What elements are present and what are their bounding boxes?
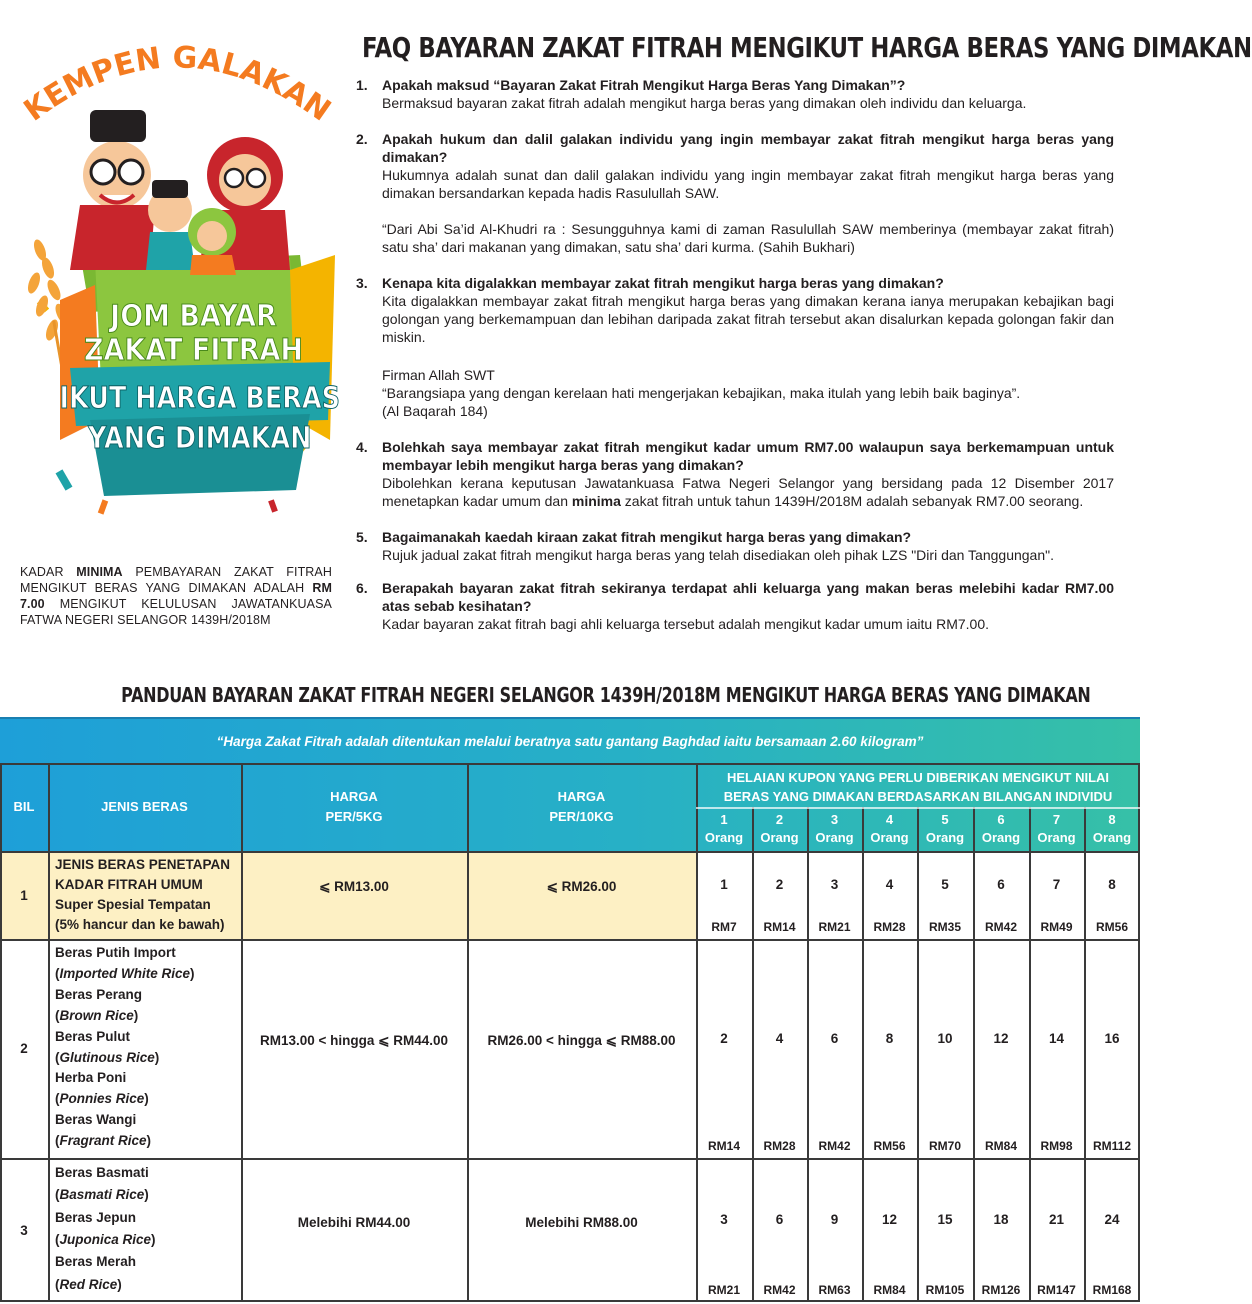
coupon-amount: RM147 (1037, 1283, 1076, 1297)
grid-hline (0, 1300, 1140, 1302)
header-orang-1 (696, 807, 752, 851)
coupon-amount: RM7 (711, 920, 737, 934)
coupon-amount: RM35 (928, 920, 961, 934)
rice-type-english: (Basmati Rice) (55, 1187, 149, 1203)
rice-type (55, 855, 239, 935)
rice-type-english: (Glutinous Rice) (55, 1049, 160, 1065)
faq-number: 3. (356, 275, 368, 291)
coupon-amount: RM21 (818, 920, 851, 934)
rice-type-name: Beras Jepun (55, 1209, 137, 1225)
orang-count: 7 (1052, 812, 1061, 827)
faq-question: Kenapa kita digalakkan membayar zakat fitrah mengikut harga beras yang dimakan? (382, 275, 944, 291)
coupon-amount: RM84 (984, 1139, 1017, 1153)
faq-question: Apakah hukum dan dalil galakan individu yang ingin membayar zakat fitrah mengikut harga beras yang dimakan? (382, 131, 1114, 165)
rice-type-name: KADAR FITRAH UMUM (55, 877, 203, 892)
faq-question: Berapakah bayaran zakat fitrah sekiranya terdapat ahli keluarga yang makan beras melebihi kadar RM7.00 atas sebab kesihatan? (382, 580, 1114, 614)
price-5kg: Melebihi RM44.00 (297, 1214, 411, 1230)
rice-type-english: (Brown Rice) (55, 1007, 139, 1023)
coupon-count: 4 (775, 1030, 784, 1046)
coupon-count: 12 (881, 1212, 898, 1227)
coupon-count: 1 (720, 877, 728, 892)
faq-number: 4. (356, 439, 368, 455)
orang-count: 6 (997, 812, 1005, 827)
header-harga-10kg: HARGA PER/10KG (549, 789, 614, 824)
coupon-amount: RM28 (763, 1139, 796, 1153)
coupon-amount: RM14 (707, 1139, 740, 1153)
coupon-count: 6 (997, 877, 1005, 892)
faq-question: Apakah maksud “Bayaran Zakat Fitrah Mengikut Harga Beras Yang Dimakan”? (382, 77, 906, 93)
campaign-line-4: YANG DIMAKAN (88, 419, 312, 456)
header-orang-7 (1029, 807, 1084, 851)
family-illustration (70, 110, 290, 275)
price-10kg: RM26.00 < hingga ⩽ RM88.00 (487, 1032, 676, 1048)
row-bil: 2 (20, 1041, 28, 1056)
orang-count: 2 (775, 812, 784, 827)
rice-type-name: Beras Merah (55, 1254, 137, 1270)
rice-type-name: Beras Wangi (55, 1112, 137, 1128)
coupon-count: 8 (1108, 877, 1116, 892)
faq-item (356, 528, 1114, 564)
price-10kg: ⩽ RM26.00 (546, 879, 617, 894)
coupon-count: 12 (993, 1030, 1009, 1046)
coupon-amount: RM84 (873, 1283, 906, 1297)
coupon-amount: RM42 (818, 1139, 851, 1153)
faq-item (356, 130, 1114, 256)
orang-label: Orang (760, 830, 799, 845)
coupon-amount: RM98 (1040, 1139, 1073, 1153)
header-jenis-beras: JENIS BERAS (101, 799, 188, 814)
faq-answer: Hukumnya adalah sunat dan dalil galakan individu yang ingin membayar zakat fitrah mengikut harga beras yang dimakan bersandarkan kepada hadis Rasulullah SAW. (382, 167, 1114, 201)
orang-label: Orang (1037, 830, 1076, 845)
faq-item (356, 274, 1114, 420)
faq-item (356, 438, 1114, 510)
coupon-amount: RM21 (707, 1283, 740, 1297)
price-5kg: RM13.00 < hingga ⩽ RM44.00 (260, 1032, 448, 1048)
rice-type-english: (Ponnies Rice) (55, 1091, 149, 1107)
row-bil: 1 (20, 887, 28, 903)
quran-reference: (Al Baqarah 184) (382, 403, 488, 419)
coupon-amount: RM42 (984, 920, 1017, 934)
zakat-table (0, 717, 1140, 1302)
rice-type-name: Super Spesial Tempatan (55, 897, 211, 912)
coupon-count: 6 (775, 1212, 784, 1227)
coupon-count: 14 (1048, 1030, 1065, 1046)
coupon-count: 21 (1048, 1212, 1065, 1227)
quran-quote: “Barangsiapa yang dengan kerelaan hati mengerjakan kebajikan, maka itulah yang lebih baik baginya”. (382, 385, 1021, 401)
orang-label: Orang (981, 830, 1021, 845)
faq-answer: Bermaksud bayaran zakat fitrah adalah mengikut harga beras yang dimakan oleh individu dan keluarga. (382, 95, 1027, 111)
orang-count: 1 (720, 812, 728, 827)
rice-type-name: Beras Pulut (55, 1028, 131, 1044)
faq-list (356, 76, 1114, 648)
rice-type-name: Beras Perang (55, 986, 143, 1002)
coupon-amount: RM105 (925, 1283, 965, 1297)
quran-quote-source: Firman Allah SWT (382, 367, 495, 383)
coupon-amount: RM126 (981, 1283, 1021, 1297)
poster-illustration (0, 0, 340, 545)
orang-count: 5 (941, 812, 949, 827)
header-orang-4 (862, 807, 917, 851)
orang-count: 3 (830, 812, 839, 827)
header-orang-8 (1084, 807, 1140, 851)
table-title: PANDUAN BAYARAN ZAKAT FITRAH NEGERI SELANGOR 1439H/2018M MENGIKUT HARGA BERAS YANG DIMAKAN (121, 683, 1091, 707)
coupon-count: 3 (720, 1212, 728, 1227)
coupon-count: 2 (775, 877, 784, 892)
coupon-amount: RM63 (818, 1283, 851, 1297)
rice-type-english: (Imported White Rice) (55, 965, 195, 981)
price-5kg: ⩽ RM13.00 (319, 879, 389, 894)
coupon-amount: RM28 (873, 920, 906, 934)
rice-type-name: Beras Basmati (55, 1165, 149, 1180)
grid-hline (696, 807, 1140, 809)
coupon-count: 8 (885, 1030, 894, 1046)
coupon-count: 5 (941, 877, 949, 892)
faq-number: 5. (356, 529, 368, 545)
faq-number: 1. (356, 77, 368, 93)
faq-number: 6. (356, 580, 368, 596)
coupon-count: 15 (937, 1212, 953, 1227)
header-kupon: HELAIAN KUPON YANG PERLU DIBERIKAN MENGIKUT NILAI BERAS YANG DIMAKAN BERDASARKAN BILANGAN INDIVIDU (723, 770, 1113, 804)
price-10kg: Melebihi RM88.00 (525, 1214, 638, 1230)
grid-vline (48, 763, 50, 1302)
coupon-amount: RM49 (1040, 920, 1073, 934)
header-orang-3 (807, 807, 862, 851)
coupon-count: 10 (937, 1030, 953, 1046)
campaign-line-1: JOM BAYAR (110, 298, 277, 334)
coupon-amount: RM56 (873, 1139, 906, 1153)
faq-answer: Rujuk jadual zakat fitrah mengikut harga beras yang telah disediakan oleh pihak LZS "Diri dan Tanggungan". (382, 547, 1054, 563)
header-orang-2 (752, 807, 807, 851)
rice-type-name: (5% hancur dan ke bawah) (55, 917, 225, 932)
faq-answer: Kadar bayaran zakat fitrah bagi ahli keluarga tersebut adalah mengikut kadar umum iaitu RM7.00. (382, 616, 990, 632)
coupon-count: 2 (720, 1030, 728, 1046)
table-banner: “Harga Zakat Fitrah adalah ditentukan melalui beratnya satu gantang Baghdad iaitu bersamaan 2.60 kilogram” (0, 717, 1140, 763)
rice-type-english: (Juponica Rice) (55, 1231, 156, 1247)
rice-type-name: Beras Putih Import (55, 945, 176, 960)
header-orang-6 (973, 807, 1029, 851)
faq-number: 2. (356, 131, 368, 147)
faq-answer: Dibolehkan kerana keputusan Jawatankuasa Fatwa Negeri Selangor yang bersidang pada 12 Disember 2017 menetapkan kadar umum dan minima zakat fitrah untuk tahun 1439H/2018M adalah sebanyak RM7.00 seorang. (382, 475, 1114, 509)
coupon-count: 6 (830, 1030, 839, 1046)
orang-count: 8 (1108, 812, 1116, 827)
rice-type-name: JENIS BERAS PENETAPAN (55, 857, 231, 872)
rice-type (55, 943, 239, 1152)
header-bil: BIL (13, 799, 35, 814)
rice-type-english: (Red Rice) (55, 1276, 122, 1292)
orang-label: Orang (925, 830, 965, 845)
coupon-count: 4 (885, 877, 894, 892)
row-bil: 3 (20, 1222, 28, 1238)
faq-title: FAQ BAYARAN ZAKAT FITRAH MENGIKUT HARGA BERAS YANG DIMAKAN (362, 32, 1252, 64)
orang-label: Orang (1092, 830, 1132, 845)
coupon-amount: RM70 (928, 1139, 961, 1153)
header-harga-5kg: HARGA PER/5KG (325, 789, 383, 824)
grid-hline (0, 763, 1140, 765)
faq-item (356, 76, 1114, 112)
coupon-count: 9 (830, 1212, 839, 1227)
orang-label: Orang (815, 830, 854, 845)
faq-question: Bolehkah saya membayar zakat fitrah mengikut kadar umum RM7.00 walaupun saya berkemampuan untuk membayar lebih mengikut harga beras yang dimakan? (382, 439, 1114, 473)
coupon-count: 18 (993, 1212, 1009, 1227)
campaign-line-2: ZAKAT FITRAH (83, 332, 304, 368)
orang-label: Orang (704, 830, 744, 845)
coupon-amount: RM42 (763, 1283, 796, 1297)
coupon-count: 3 (830, 877, 839, 892)
orang-count: 4 (885, 812, 894, 827)
coupon-amount: RM56 (1095, 920, 1128, 934)
rice-type (55, 1162, 239, 1296)
orang-label: Orang (870, 830, 909, 845)
faq-question: Bagaimanakah kaedah kiraan zakat fitrah mengikut harga beras yang dimakan? (382, 529, 912, 545)
header-orang-5 (917, 807, 973, 851)
coupon-amount: RM168 (1092, 1283, 1132, 1297)
coupon-amount: RM14 (763, 920, 796, 934)
minimum-rate-note: KADAR MINIMA PEMBAYARAN ZAKAT FITRAH MENGIKUT BERAS YANG DIMAKAN ADALAH RM 7.00 MENGIKUT KELULUSAN JAWATANKUASA FATWA NEGERI SELANGOR 1439H/2018M (20, 565, 332, 627)
campaign-line-3: IKUT HARGA BERAS (59, 379, 340, 416)
faq-answer: Kita digalakkan membayar zakat fitrah mengikut harga beras yang dimakan kerana ianya merupakan kebajikan bagi golongan yang berkemampuan dan lebihan daripada zakat fitrah tersebut akan disalurkan kepada golongan fakir dan miskin. (382, 293, 1114, 345)
hadith-quote: “Dari Abi Sa’id Al-Khudri ra : Sesungguhnya kami di zaman Rasulullah SAW memberinya (membayar zakat fitrah) satu sha’ dari makanan yang dimakan, satu sha’ dari kurma. (Sahih Bukhari) (382, 221, 1114, 255)
kempen-galakan-text: KEMPEN GALAKAN (17, 40, 337, 129)
coupon-count: 16 (1104, 1030, 1120, 1046)
coupon-count: 24 (1104, 1212, 1120, 1227)
coupon-count: 7 (1052, 877, 1061, 892)
campaign-poster (0, 0, 340, 545)
rice-type-english: (Fragrant Rice) (55, 1133, 152, 1149)
rice-type-name: Herba Poni (55, 1070, 127, 1086)
faq-item (356, 579, 1114, 633)
coupon-amount: RM112 (1092, 1139, 1132, 1153)
